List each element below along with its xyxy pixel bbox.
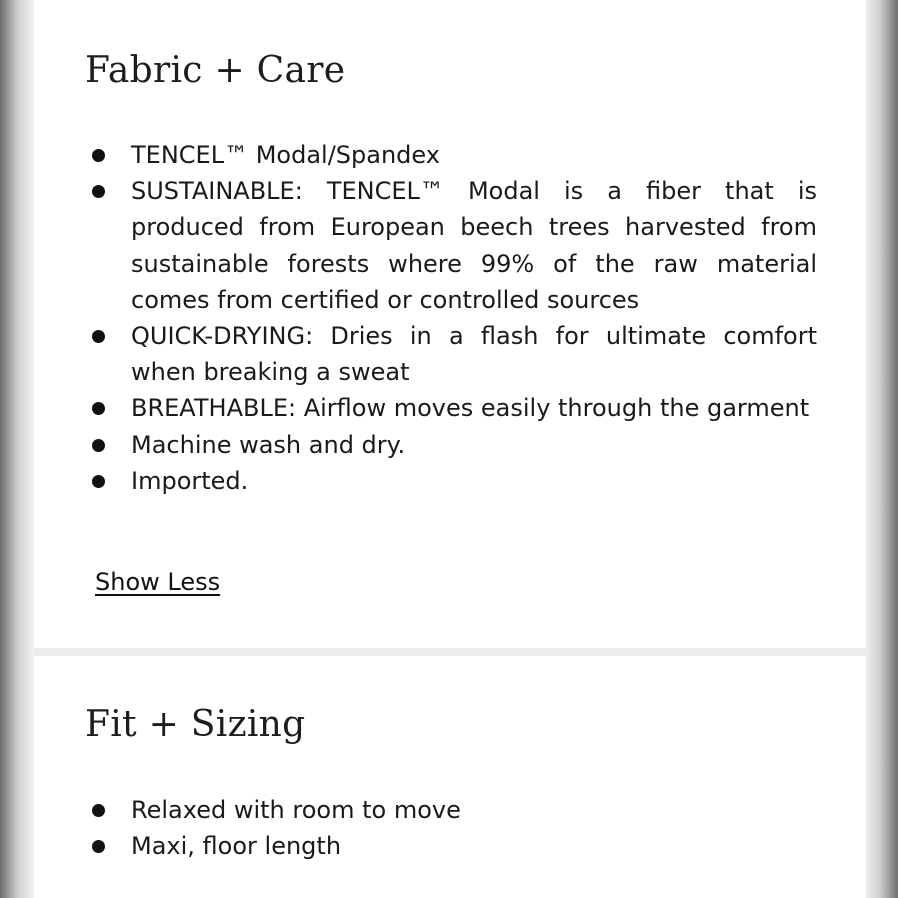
fit-sizing-section — [34, 656, 866, 898]
list-item — [34, 173, 817, 318]
section-divider — [34, 648, 866, 656]
bullet-icon — [92, 149, 105, 162]
bullet-icon — [92, 840, 105, 853]
bullet-icon — [92, 330, 105, 343]
bullet-icon — [92, 475, 105, 488]
list-item-text: Machine wash and dry. — [131, 430, 406, 459]
fit-sizing-heading: Fit + Sizing — [85, 704, 306, 745]
list-item — [34, 390, 817, 426]
fabric-care-list — [34, 137, 817, 499]
list-item-text: BREATHABLE: Airflow moves easily through the garment — [131, 394, 810, 423]
list-item-text: SUSTAINABLE: TENCEL™ Modal is a fiber that is produced from European beech trees harvested from sustainable forests where 99% of the raw material comes from certified or controlled sources — [131, 177, 817, 314]
bullet-icon — [92, 804, 105, 817]
list-item-text: Relaxed with room to move — [131, 796, 461, 824]
bullet-icon — [92, 402, 105, 415]
list-item-text: TENCEL™ Modal/Spandex — [131, 141, 440, 169]
bullet-icon — [92, 185, 105, 198]
list-item — [34, 463, 817, 499]
list-item-text: Maxi, floor length — [131, 832, 342, 861]
list-item-text: Imported. — [131, 466, 249, 495]
list-item — [34, 828, 817, 864]
list-item — [34, 137, 817, 173]
fabric-care-section — [34, 0, 866, 648]
show-less-link[interactable]: Show Less — [95, 568, 221, 596]
list-item — [34, 427, 817, 463]
list-item — [34, 318, 817, 390]
fabric-care-heading: Fabric + Care — [85, 50, 346, 91]
bullet-icon — [92, 439, 105, 452]
list-item-text: QUICK-DRYING: Dries in a flash for ultimate comfort when breaking a sweat — [131, 322, 817, 387]
fit-sizing-list — [34, 792, 817, 864]
list-item — [34, 792, 817, 828]
